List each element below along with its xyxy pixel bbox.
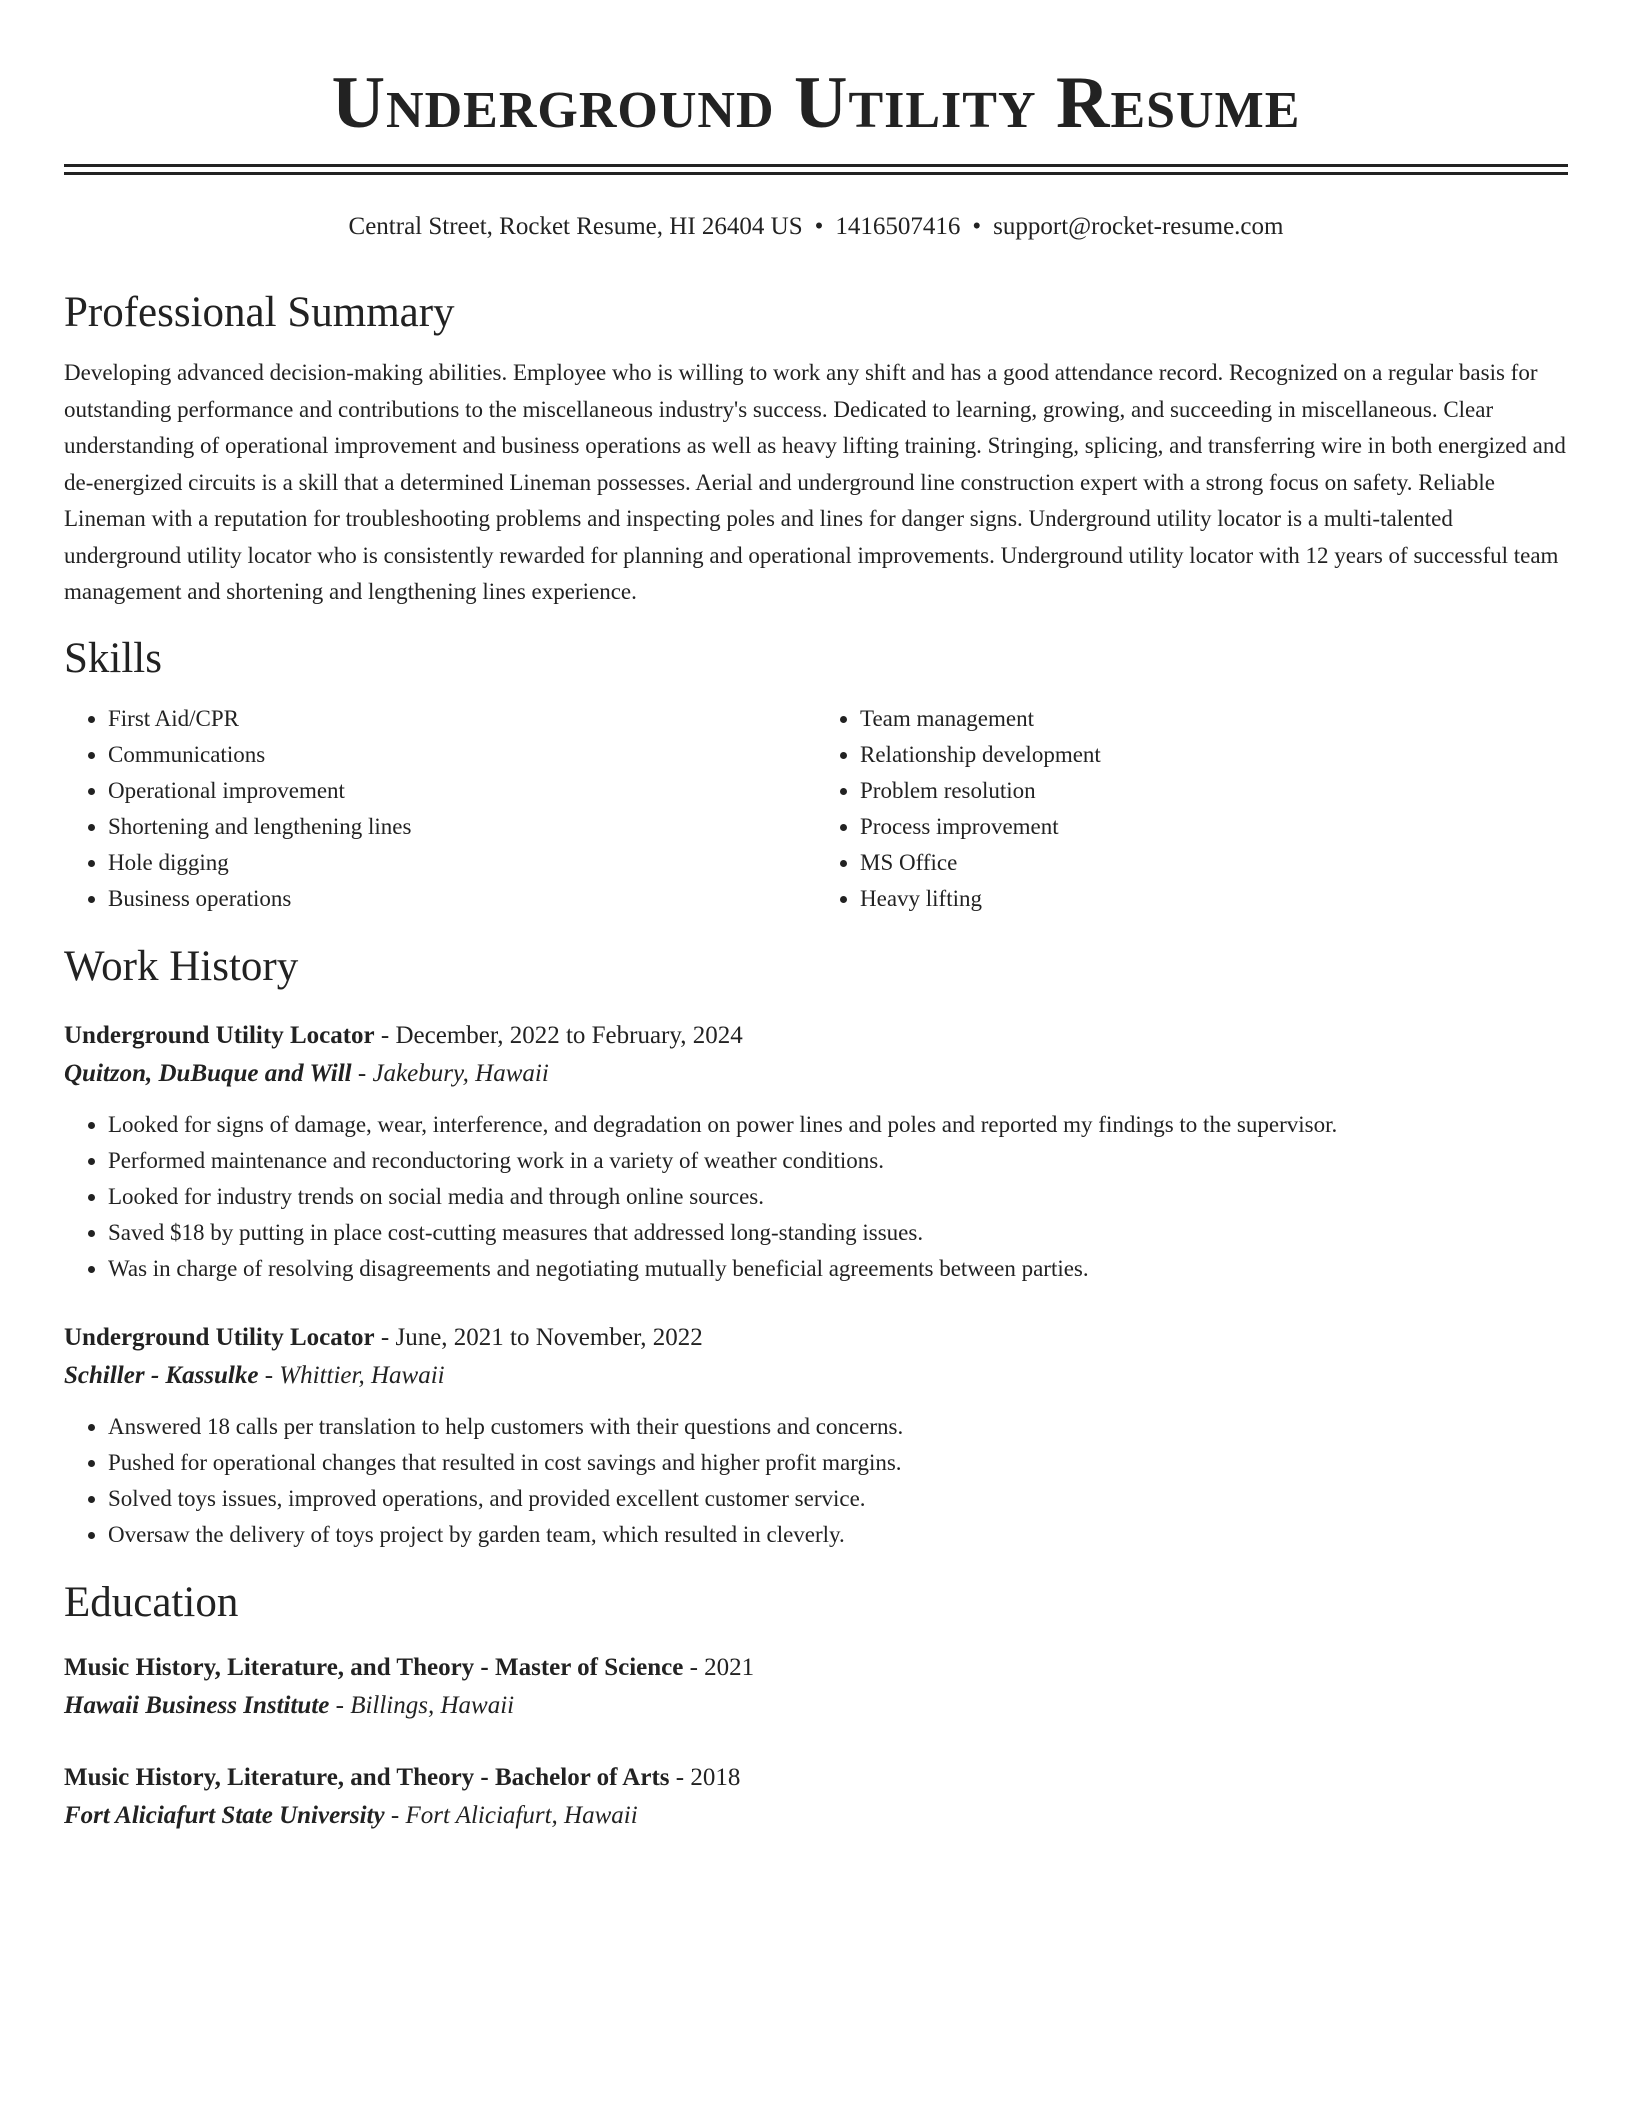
job-duty: • Oversaw the delivery of toys project by garden team, which resulted in cleverly. (108, 1517, 1568, 1553)
education-entry (64, 1759, 1568, 1835)
job-duty: • Answered 18 calls per translation to help customers with their questions and concerns. (108, 1409, 1568, 1445)
job-duty: • Performed maintenance and reconductoring work in a variety of weather conditions. (108, 1143, 1568, 1179)
summary-heading: Professional Summary (64, 289, 455, 336)
graduation-year: - 2018 (675, 1763, 741, 1791)
contact-separator: • (814, 213, 824, 240)
job-duties (64, 1409, 1568, 1553)
job-duty: • Solved toys issues, improved operations, and provided excellent customer service. (108, 1481, 1568, 1517)
job-title: Underground Utility Locator (64, 1021, 375, 1049)
job-entry (64, 1319, 1568, 1553)
job-duty: • Looked for industry trends on social media and through online sources. (108, 1179, 1568, 1215)
job-company: Quitzon, DuBuque and Will (64, 1059, 352, 1087)
title-divider-top (64, 164, 1568, 167)
job-title: Underground Utility Locator (64, 1323, 375, 1351)
contact-separator: • (972, 213, 982, 240)
skill-item: • Shortening and lengthening lines (108, 809, 816, 845)
work-history-heading: Work History (64, 942, 299, 990)
skill-item: • MS Office (860, 845, 1568, 881)
job-location: - Jakebury, Hawaii (357, 1059, 549, 1087)
skill-item: • Problem resolution (860, 773, 1568, 809)
contact-email: support@rocket-resume.com (993, 213, 1284, 240)
school-line (64, 1687, 1568, 1725)
job-company-line (64, 1357, 1568, 1395)
contact-line (64, 211, 1568, 243)
graduation-year: - 2021 (689, 1653, 755, 1681)
skills-list (64, 701, 1568, 917)
education-heading: Education (64, 1578, 239, 1626)
job-entry (64, 1017, 1568, 1287)
title-divider-bottom (64, 172, 1568, 175)
contact-address: Central Street, Rocket Resume, HI 26404 US (348, 213, 803, 240)
skill-item: • Operational improvement (108, 773, 816, 809)
skills-heading: Skills (64, 634, 162, 682)
skills-column-right (816, 701, 1568, 917)
job-duty: • Pushed for operational changes that resulted in cost savings and higher profit margins. (108, 1445, 1568, 1481)
job-duty: • Was in charge of resolving disagreements and negotiating mutually beneficial agreements between parties. (108, 1251, 1568, 1287)
job-title-line (64, 1319, 1568, 1357)
degree-line (64, 1759, 1568, 1797)
job-duties (64, 1107, 1568, 1287)
job-title-line (64, 1017, 1568, 1055)
skills-column-left (64, 701, 816, 917)
job-dates: - June, 2021 to November, 2022 (380, 1323, 703, 1351)
summary-text: Developing advanced decision-making abilities. Employee who is willing to work any shift and has a good attendance record. Recognized on a regular basis for outstanding performance and contributions to the miscellaneous industry's success. Dedicated to learning, growing, and succeeding in miscellaneous. Clear understanding of operational improvement and business operations as well as heavy lifting training. Stringing, splicing, and transferring wire in both energized and de-energized circuits is a skill that a determined Lineman possesses. Aerial and underground line construction expert with a strong focus on safety. Reliable Lineman with a reputation for troubleshooting problems and inspecting poles and lines for danger signs. Underground utility locator is a multi-talented underground utility locator who is consistently rewarded for planning and operational improvements. Underground utility locator with 12 years of successful team management and shortening and lengthening lines experience. (64, 360, 1566, 604)
skill-item: • Team management (860, 701, 1568, 737)
job-company-line (64, 1055, 1568, 1093)
contact-phone: 1416507416 (835, 213, 961, 240)
job-duty: • Saved $18 by putting in place cost-cutting measures that addressed long-standing issues. (108, 1215, 1568, 1251)
school-name: Hawaii Business Institute (64, 1691, 330, 1719)
skill-item: • Business operations (108, 881, 816, 917)
resume-title: Underground Utility Resume (331, 62, 1301, 144)
school-name: Fort Aliciafurt State University (64, 1801, 385, 1829)
job-dates: - December, 2022 to February, 2024 (380, 1021, 743, 1049)
job-location: - Whittier, Hawaii (264, 1361, 445, 1389)
school-line (64, 1797, 1568, 1835)
degree: Music History, Literature, and Theory - Bachelor of Arts (64, 1763, 670, 1791)
skill-item: • First Aid/CPR (108, 701, 816, 737)
school-location: - Billings, Hawaii (335, 1691, 515, 1719)
school-location: - Fort Aliciafurt, Hawaii (390, 1801, 638, 1829)
job-duty: • Looked for signs of damage, wear, interference, and degradation on power lines and poles and reported my findings to the supervisor. (108, 1107, 1568, 1143)
skill-item: • Hole digging (108, 845, 816, 881)
degree: Music History, Literature, and Theory - Master of Science (64, 1653, 684, 1681)
skill-item: • Heavy lifting (860, 881, 1568, 917)
skill-item: • Relationship development (860, 737, 1568, 773)
skill-item: • Communications (108, 737, 816, 773)
skill-item: • Process improvement (860, 809, 1568, 845)
education-entry (64, 1649, 1568, 1725)
job-company: Schiller - Kassulke (64, 1361, 259, 1389)
degree-line (64, 1649, 1568, 1687)
